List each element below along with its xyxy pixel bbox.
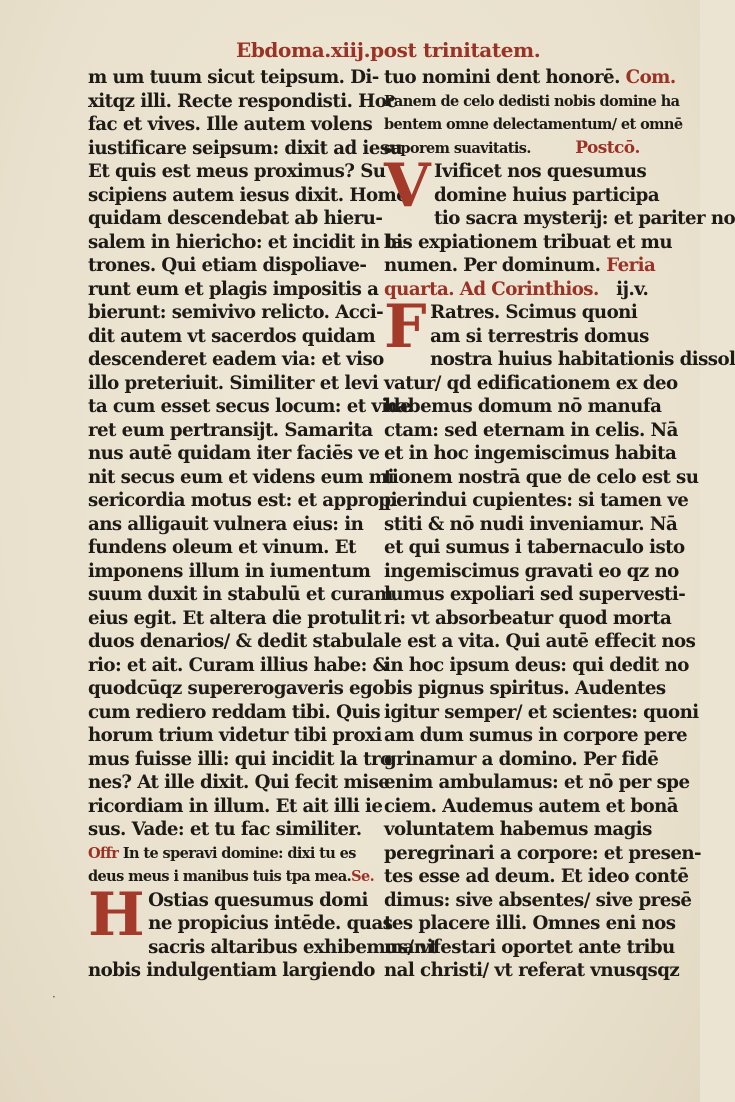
text-line: et qui sumus i tabernaculo isto	[384, 537, 685, 558]
secret-line: ne propicius intēde. quas	[148, 913, 393, 934]
text-line: ricordiam in illum. Et ait illi ie	[88, 795, 383, 817]
secret-line: nobis indulgentiam largiendo	[88, 960, 375, 981]
text-line: tes placere illi. Omnes eni nos	[384, 913, 676, 934]
communion-label: Com.	[625, 67, 676, 88]
text-line: stiti & nō nudi inveniamur. Nā	[384, 513, 678, 535]
text-line: nit secus eum et videns eum mi	[88, 466, 394, 488]
text-line: nus autē quidam iter faciēs ve	[88, 443, 380, 464]
text-line: mus fuisse illi: qui incidit la tro	[88, 748, 392, 770]
text-line: vatur/ qd edificationem ex deo	[384, 372, 678, 394]
text-line: enim ambulamus: et nō per spe	[384, 772, 690, 793]
text-line: fac et vives. Ille autem volens	[88, 114, 373, 135]
text-line: duos denarios/ & dedit stabula	[88, 631, 384, 652]
text-line: igitur semper/ et scientes: quoni	[384, 701, 699, 723]
text-line: bis pignus spiritus. Audentes	[384, 678, 666, 699]
text-line: suum duxit in stabulū et curam	[88, 584, 393, 605]
text-line: nostra huius habitationis dissol	[430, 349, 735, 370]
text-line: grinamur a domino. Per fidē	[384, 748, 659, 770]
text-line: illo preteriuit. Similiter et levi	[88, 372, 379, 394]
text-line: ans alligauit vulnera eius: in	[88, 513, 364, 535]
text-line: ri: vt absorbeatur quod morta	[384, 607, 672, 629]
offertory-line-2: deus meus i manibus tuis tpa mea.Se.	[88, 868, 375, 885]
communion-end-line: saporem suavitatis. Postcō.	[384, 137, 640, 158]
text-line: sus. Vade: et tu fac similiter.	[88, 819, 362, 840]
text-line: lumus expoliari sed supervesti-	[384, 584, 686, 605]
postcommunion-line: domine huius participa	[434, 184, 660, 206]
text-line: cum rediero reddam tibi. Quis	[88, 701, 381, 723]
text-line: ciem. Audemus autem et bonā	[384, 795, 678, 817]
text-line: perindui cupientes: si tamen ve	[384, 490, 689, 511]
text-line: imponens illum in iumentum	[88, 560, 371, 582]
text-line: et in hoc ingemiscimus habita	[384, 443, 677, 464]
postcommunion-line: bis expiationem tribuat et mu	[384, 231, 673, 253]
numen-line: numen. Per dominum. Feria	[384, 255, 656, 276]
postcommunion-line: tio sacra mysterij: et pariter no	[434, 208, 735, 229]
page-header: Ebdoma.xiij.post trinitatem.	[236, 38, 541, 62]
right-column	[384, 66, 735, 983]
text-line: descenderet eadem via: et viso	[88, 349, 384, 370]
postcommunion-label: Postcō.	[575, 137, 640, 158]
communion-line: bentem omne delectamentum/ et omnē	[384, 116, 683, 133]
text-line: quidam descendebat ab hieru-	[88, 208, 383, 229]
text-line: Et quis est meus proximus? Su	[88, 161, 386, 182]
secret-line: sacris altaribus exhibemus/ vt	[148, 936, 438, 958]
epistle-initial: F	[384, 292, 427, 362]
text-line: scipiens autem iesus dixit. Homo	[88, 184, 408, 206]
text-line: dimus: sive absentes/ sive presē	[384, 889, 692, 911]
text-line: am si terrestris domus	[430, 325, 649, 347]
closing-line: tuo nomini dent honorē. Com.	[384, 67, 676, 88]
left-column	[88, 66, 438, 983]
secret-prayer	[88, 879, 438, 983]
offertory-line-1: Offr In te speravi domine: dixi tu es	[88, 844, 356, 862]
postcommunion-prayer	[384, 151, 735, 254]
text-line: trones. Qui etiam dispoliave-	[88, 255, 367, 276]
epistle-text	[384, 292, 735, 983]
offertory-end: Se.	[351, 868, 375, 885]
text-line: sericordia motus est: et appropi	[88, 490, 397, 511]
text-line: salem in hiericho: et incidit in la-	[88, 231, 410, 253]
text-line: bierunt: semivivo relicto. Acci-	[88, 302, 384, 323]
gospel-text	[88, 66, 411, 842]
chapter-ref: ij.v.	[616, 278, 649, 300]
postcommunion-line: Ivificet nos quesumus	[434, 161, 647, 182]
text-line: ingemiscimus gravati eo qz no	[384, 560, 679, 582]
communion-line: Panem de celo dedisti nobis domine ha	[384, 92, 680, 110]
text-line: ret eum pertransijt. Samarita	[88, 419, 373, 441]
text-line: ctam: sed eternam in celis. Nā	[384, 419, 678, 441]
text-line: eius egit. Et altera die protulit	[88, 607, 382, 629]
text-line: dit autem vt sacerdos quidam	[88, 325, 376, 347]
margin-mark: ·	[52, 990, 56, 1004]
text-line: m um tuum sicut teipsum. Di-	[88, 67, 379, 88]
feria-line	[384, 278, 659, 302]
offertory-label: Offr	[88, 844, 119, 862]
text-line: manifestari oportet ante tribu	[384, 936, 675, 958]
text-line: am dum sumus in corpore pere	[384, 725, 688, 746]
text-line: tionem nostrā que de celo est su	[384, 466, 699, 488]
feria-label: Feria	[606, 255, 656, 276]
text-line: nal christi/ vt referat vnusqsqz	[384, 960, 680, 981]
text-line: horum trium videtur tibi proxi	[88, 725, 382, 746]
text-line: rio: et ait. Curam illius habe: &	[88, 654, 389, 676]
text-line: habemus domum nō manufa	[384, 396, 662, 417]
text-line: tes esse ad deum. Et ideo contē	[384, 866, 689, 887]
text-line: runt eum et plagis impositis a	[88, 278, 379, 300]
text-line: peregrinari a corpore: et presen-	[384, 842, 702, 864]
text-line: fundens oleum et vinum. Et	[88, 537, 356, 558]
text-line: le est a vita. Qui autē effecit nos	[384, 631, 696, 652]
feria-heading: quarta. Ad Corinthios.	[384, 278, 599, 300]
text-line: nes? At ille dixit. Qui fecit mise	[88, 772, 390, 793]
secret-line: Ostias quesumus domi	[148, 889, 368, 911]
text-line: xitqz illi. Recte respondisti. Hoc	[88, 90, 397, 112]
text-line: quodcūqz supererogaveris ego	[88, 678, 384, 699]
postcommunion-initial: V	[384, 151, 431, 221]
text-line: Ratres. Scimus quoni	[430, 302, 638, 323]
text-line: iustificare seipsum: dixit ad iesu	[88, 137, 403, 159]
text-line: ta cum esset secus locum: et vide	[88, 396, 411, 417]
text-line: in hoc ipsum deus: qui dedit no	[384, 654, 689, 676]
text-line: voluntatem habemus magis	[384, 819, 652, 840]
secret-initial: H	[88, 879, 145, 950]
